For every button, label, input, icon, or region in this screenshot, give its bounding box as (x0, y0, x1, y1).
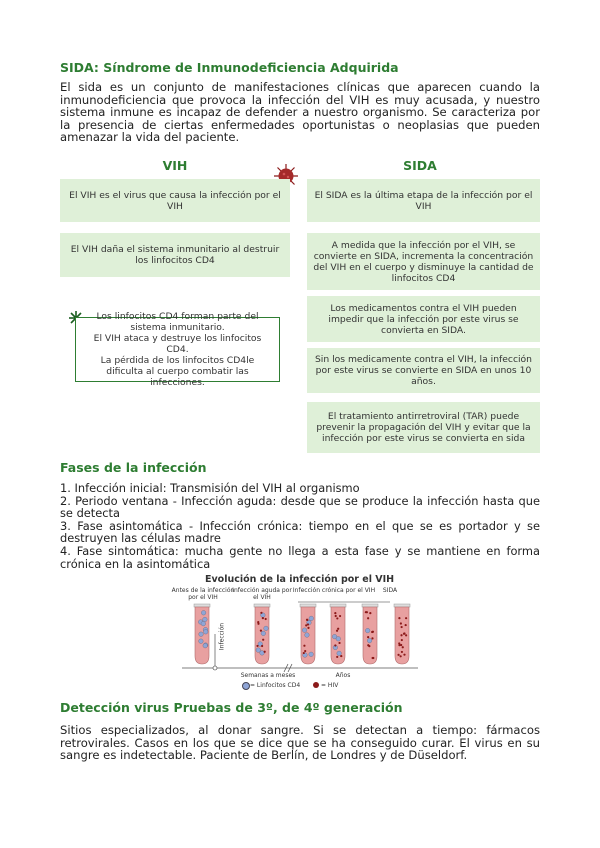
test-tube (330, 604, 346, 664)
axis-label-years: Años (335, 672, 351, 679)
figure-label-acute: Infección aguda por el VIH (232, 587, 292, 601)
infection-axis-label: Infección (218, 622, 226, 651)
phase-item-3: 3. Fase asintomática - Infección crónica: tiempo en el que se es portador y se destruyen las células madre (60, 518, 540, 546)
legend-hiv-swatch (313, 682, 319, 688)
figure-label-chronic: Infección crónica por el VIH (292, 587, 376, 594)
phase-item-1: 1. Infección inicial: Transmisión del VIH al organismo (60, 481, 360, 495)
detection-paragraph: Sitios especializados, al donar sangre. Si se detectan a tiempo: fármacos retrovirales. Casos en los que se dice que se ha conseguido curar. El virus en su sangre es indetectable. Paciente de Berlín, de Londres y de Düseldorf. (60, 723, 540, 763)
sida-box-2: A medida que la infección por el VIH, se convierte en SIDA, incrementa la concentración del VIH en el cuerpo y disminuye la cantidad de linfocitos CD4 (307, 233, 540, 290)
figure-label-before: Antes de la infección por el VIH (171, 587, 235, 601)
legend-cd4-label: = Linfocitos CD4 (250, 682, 301, 689)
test-tube (194, 604, 210, 664)
sida-box-5: El tratamiento antirretroviral (TAR) puede prevenir la propagación del VIH y evitar que la infección por este virus se convierta en sida (307, 402, 540, 453)
phase-item-4: 4. Fase sintomática: mucha gente no llega a esta fase y se mantiene en forma crónica en la asintomática (60, 543, 540, 571)
sida-box-1: El SIDA es la última etapa de la infección por el VIH (307, 179, 540, 222)
sida-box-3: Los medicamentos contra el VIH pueden impedir que la infección por este virus se convierta en SIDA. (307, 296, 540, 342)
test-tube (300, 604, 316, 664)
infection-evolution-figure (180, 598, 420, 678)
phases-list (60, 482, 540, 570)
sida-box-4: Sin los medicamente contra el VIH, la infección por este virus se convierte en SIDA en unos 10 años. (307, 348, 540, 393)
test-tube (254, 604, 270, 664)
test-tube (394, 604, 410, 664)
figure-title: Evolución de la infección por el VIH (205, 574, 395, 585)
figure-label-sida: SIDA (382, 587, 398, 594)
axis-label-weeks: Semanas a meses (240, 672, 296, 679)
vih-note-box (75, 311, 280, 388)
test-tube (362, 604, 378, 664)
detection-title: Detección virus Pruebas de 3º, de 4º generación (60, 700, 403, 715)
legend-hiv-label: = HIV (321, 682, 339, 689)
vih-note-text: Los linfocitos CD4 forman parte del sistema inmunitario. El VIH ataca y destruye los linfocitos CD4. La pérdida de los linfocitos CD4le dificulta al cuerpo combatir las infecciones. (93, 311, 262, 388)
vih-box-2: El VIH daña el sistema inmunitario al destruir los linfocitos CD4 (60, 233, 290, 277)
section-title-sida: SIDA: Síndrome de Inmunodeficiencia Adquirida (60, 60, 399, 75)
phase-item-2: 2. Periodo ventana - Infección aguda: desde que se produce la infección hasta que se detecta (60, 493, 540, 521)
intro-paragraph: El sida es un conjunto de manifestaciones clínicas que aparecen cuando la inmunodeficiencia que provoca la infección del VIH es muy acusada, y nuestro sistema inmune es incapaz de defender a nuestro organismo. Se caracteriza por la presencia de ciertas enfermedades oportunistas o neoplasias que pueden amenazar la vida del paciente. (60, 80, 540, 145)
phases-title: Fases de la infección (60, 460, 207, 475)
vih-box-1: El VIH es el virus que causa la infección por el VIH (60, 179, 290, 222)
sida-column-title: SIDA (403, 158, 437, 173)
legend-cd4-swatch (242, 682, 250, 690)
vih-column-title: VIH (162, 158, 188, 173)
